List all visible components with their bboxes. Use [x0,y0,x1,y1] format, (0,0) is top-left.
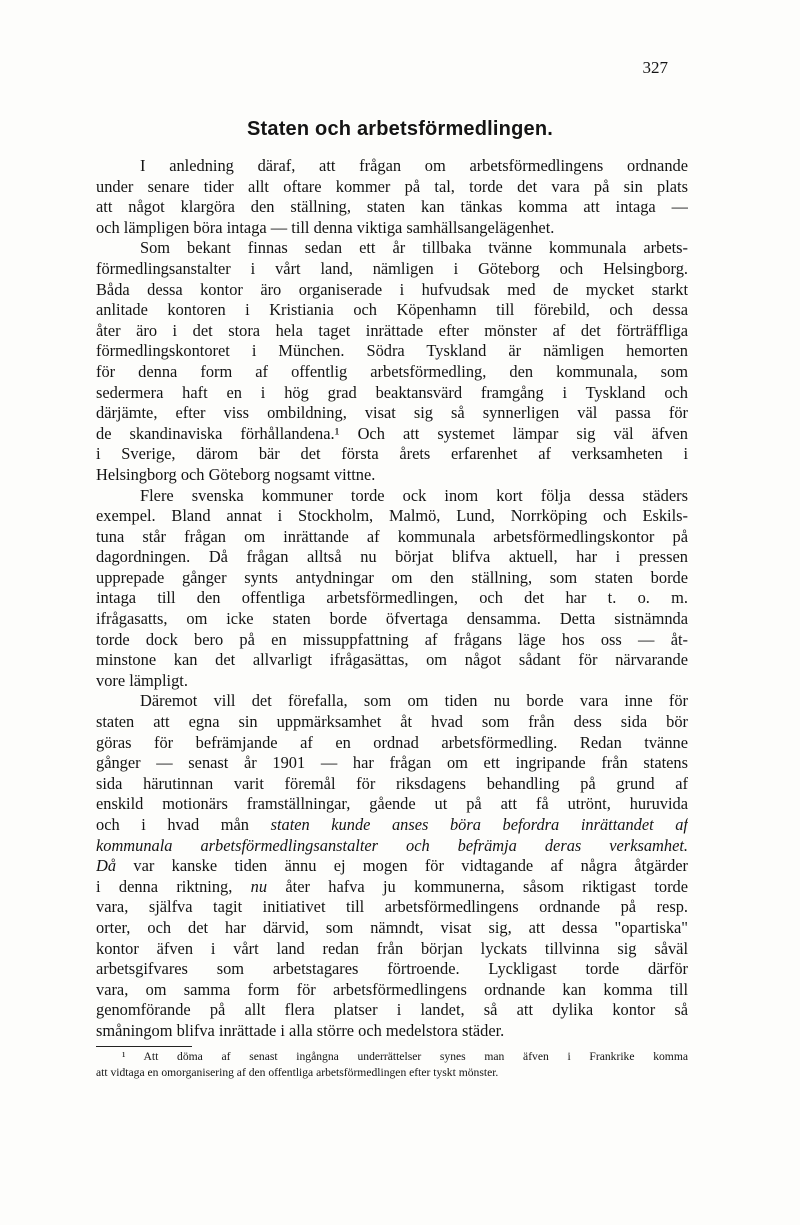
text-line: vara, själfva tagit initiativet till arbetsförmedlingens ordnande på resp. [96,897,688,917]
text-line: göras för befrämjande af en ordnad arbetsförmedling. Redan tvänne [96,732,688,752]
text-line: förmedlingskontoret i München. Södra Tyskland är nämligen hemorten [96,341,688,361]
text-line: vara, om samma form för arbetsförmedlingens ordnande kan komma till [96,979,688,999]
text-line: dagordningen. Då frågan alltså nu börjat blifva aktuell, har i pressen [96,547,688,567]
text-line: genomförande på allt flera platser i landet, så att dylika kontor så [96,1000,688,1020]
text-line: för denna form af offentlig arbetsförmedling, den kommunala, som [96,361,688,381]
body-text [96,156,688,1042]
text-line: och lämpligen böra intaga — till denna viktiga samhällsangelägenhet. [96,217,555,237]
text-line: därjämte, efter viss ombildning, visat sig så synnerligen väl passa för [96,403,688,423]
footnote-divider [96,1046,192,1047]
text-line: i Sverige, därom bär det första årets erfarenhet af verksamheten i [96,444,688,464]
text-line: upprepade gånger synts antydningar om den ställning, som staten borde [96,567,688,587]
page-number: 327 [642,58,668,77]
text-line: enskild motionärs framställningar, gående ut på att få utrönt, huruvida [96,794,688,814]
text-line: exempel. Bland annat i Stockholm, Malmö, Lund, Norrköping och Eskils- [96,506,688,526]
text-line: i denna riktning, nu åter hafva ju kommunerna, såsom riktigast torde [96,876,688,896]
text-line: minstone kan det allvarligt ifrågasättas, om något sådant för närvarande [96,650,688,670]
text-line: gånger — senast år 1901 — har frågan om ett ingripande från statens [96,753,688,773]
text-line: kontor äfven i vårt land redan från början lyckats tillvinna sig såväl [96,938,688,958]
text-line: och i hvad mån staten kunde anses böra befordra inrättandet af [96,815,688,834]
text-line: ifrågasatts, om icke staten borde öfvertaga densamma. Detta sistnämnda [96,609,688,629]
footnote-line: ¹ Att döma af senast ingångna underrättelser synes man äfven i Frankrike komma [122,1050,688,1063]
text-line: Däremot vill det förefalla, som om tiden nu borde vara inne för [140,691,688,711]
text-line: sida härutinnan varit föremål för riksdagens behandling på grund af [96,773,688,793]
text-line: I anledning däraf, att frågan om arbetsförmedlingens ordnande [140,156,688,175]
text-line: småningom blifva inrättade i alla större och medelstora städer. [96,1020,505,1040]
text-line: Helsingborg och Göteborg nogsamt vittne. [96,464,376,484]
text-line: vore lämpligt. [96,670,188,690]
text-line: under senare tider allt oftare kommer på tal, torde det vara på sin plats [96,176,688,196]
text-line: de skandinaviska förhållandena.¹ Och att systemet lämpar sig väl äfven [96,423,688,443]
text-line: sedermera haft en i hög grad beaktansvärd framgång i Tyskland och [96,382,688,402]
footnote [96,1049,688,1081]
page-title: Staten och arbetsförmedlingen. [246,118,554,140]
text-line: staten att egna sin uppmärksamhet åt hvad som från dess sida bör [96,712,688,732]
text-line: tuna står frågan om inrättande af kommunala arbetsförmedlingskontor på [96,526,688,546]
text-line: åter äro i det stora hela taget inrättade efter mönster af det förträffliga [96,320,688,340]
text-line: Båda dessa kontor äro organiserade i hufvudsak med de mycket starkt [96,279,688,299]
text-line: Flere svenska kommuner torde ock inom kort följa dessa städers [140,485,688,505]
text-line: Som bekant finnas sedan ett år tillbaka tvänne kommunala arbets- [140,238,688,258]
text-line: anlitade kontoren i Kristiania och Köpenhamn till förebild, och dessa [96,300,688,320]
text-line: förmedlingsanstalter i vårt land, nämligen i Göteborg och Helsingborg. [96,258,688,278]
text-line: torde dock bero på en missuppfattning af frågans läge hos oss — åt- [96,629,688,649]
text-line: att något klargöra den ställning, staten kan tänkas komma att intaga — [96,197,688,217]
footnote-line: att vidtaga en omorganisering af den offentliga arbetsförmedlingen efter tyskt mönster. [96,1066,499,1079]
text-line: intaga till den offentliga arbetsförmedlingen, och det har t. o. m. [96,588,688,608]
text-line: kommunala arbetsförmedlingsanstalter och befrämja deras verksamhet. [96,835,688,855]
text-line: arbetsgifvares som arbetstagares förtroende. Lyckligast torde därför [96,959,688,979]
text-line: Då var kanske tiden ännu ej mogen för vidtagande af några åtgärder [96,856,688,876]
text-line: orter, och det har därvid, som nämndt, visat sig, att dessa "opartiska" [96,917,688,937]
